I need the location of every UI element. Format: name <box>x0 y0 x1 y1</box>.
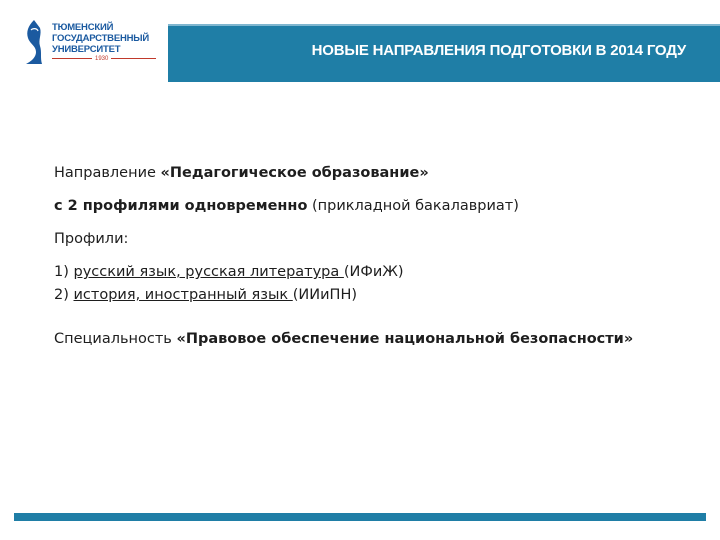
direction-prefix: Направление <box>54 165 161 181</box>
profiles-label: Профили: <box>54 231 129 247</box>
header-bar <box>168 24 720 82</box>
direction-name: «Педагогическое образование» <box>160 165 429 181</box>
profiles-count-line <box>54 195 694 218</box>
profile-2-code: (ИИиПН) <box>292 287 358 303</box>
logo-text <box>52 22 149 55</box>
profile-item-2 <box>54 284 694 307</box>
specialty-line <box>54 328 694 351</box>
profile-item-1 <box>54 261 694 284</box>
footer-bar <box>14 513 706 521</box>
logo-line-2: ГОСУДАРСТВЕННЫЙ <box>52 33 150 44</box>
specialty-name: «Правовое обеспечение национальной безопасности» <box>176 331 634 347</box>
specialty-prefix: Специальность <box>54 331 177 347</box>
profile-1-name: русский язык, русская литература <box>73 264 344 280</box>
profiles-count: с 2 профилями одновременно <box>54 198 308 214</box>
profile-1-number: 1) <box>54 264 74 280</box>
logo-line-3: УНИВЕРСИТЕТ <box>52 44 121 55</box>
university-emblem-icon <box>22 18 46 66</box>
direction-line <box>54 162 694 185</box>
profile-2-number: 2) <box>54 287 74 303</box>
slide-content <box>54 162 694 351</box>
profile-2-name: история, иностранный язык <box>73 287 293 303</box>
profiles-type: (прикладной бакалавриат) <box>307 198 519 214</box>
logo-line-1: ТЮМЕНСКИЙ <box>52 22 114 33</box>
profile-1-code: (ИФиЖ) <box>343 264 404 280</box>
page-title: НОВЫЕ НАПРАВЛЕНИЯ ПОДГОТОВКИ В 2014 ГОДУ <box>311 42 686 59</box>
university-logo <box>22 18 162 70</box>
logo-year: 1930 <box>92 56 111 62</box>
